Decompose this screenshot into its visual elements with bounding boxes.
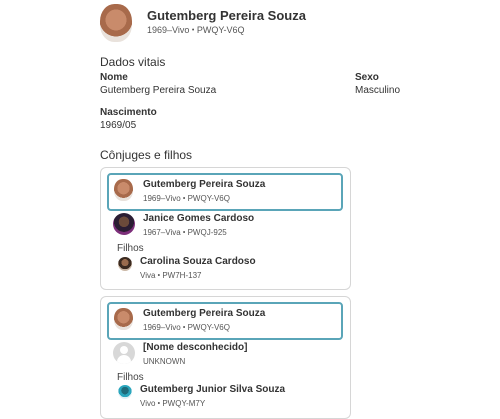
child-name[interactable]: Gutemberg Junior Silva Souza [140,384,286,395]
child-meta [140,271,201,280]
child-meta [140,399,205,408]
spouse-name[interactable]: [Nome desconhecido] [143,342,248,353]
spouse-id[interactable]: PWQJ-925 [187,228,227,237]
spouse-name[interactable]: Janice Gomes Cardoso [143,213,255,224]
principal-meta [143,194,230,203]
child-sep: • [157,272,161,280]
spouse-photo-icon [113,213,135,235]
children-label: Filhos [117,243,144,254]
header-years: 1969–Vivo [147,25,190,35]
header-meta [147,25,245,35]
children-label: Filhos [117,372,144,383]
principal-id[interactable]: PWQY-V6Q [187,323,230,332]
spouse-years: UNKNOWN [143,357,186,366]
principal-name[interactable]: Gutemberg Pereira Souza [143,179,266,190]
child-id[interactable]: PW7H-137 [162,271,202,280]
vitals-sex-value: Masculino [355,85,401,96]
person-photo-icon [114,179,133,201]
principal-years: 1969–Vivo [143,194,181,203]
principal-years: 1969–Vivo [143,323,181,332]
person-photo-icon [100,4,132,42]
header-sep: • [191,27,195,35]
child-photo-icon [118,257,132,271]
child-years: Viva [140,271,156,280]
principal-name[interactable]: Gutemberg Pereira Souza [143,308,266,319]
vitals-section-title: Dados vitais [100,55,166,69]
unknown-person-icon [113,342,135,364]
child-sep: • [157,400,161,408]
vitals-birth-label: Nascimento [100,107,157,118]
principal-meta [143,323,230,332]
principal-sep: • [182,195,186,203]
page-title: Gutemberg Pereira Souza [147,8,306,23]
vitals-birth-value: 1969/05 [100,120,137,131]
spouse-sep: • [182,229,186,237]
child-photo-icon [118,385,132,399]
child-name[interactable]: Carolina Souza Cardoso [140,256,256,267]
families-section-title: Cônjuges e filhos [100,148,193,162]
spouse-meta [143,357,185,366]
principal-sep: • [182,324,186,332]
header-id[interactable]: PWQY-V6Q [196,25,245,35]
person-photo-icon [114,308,133,330]
spouse-years: 1967–Viva [143,228,181,237]
child-years: Vivo [140,399,156,408]
child-id[interactable]: PWQY-M7Y [162,399,206,408]
spouse-meta [143,228,227,237]
principal-id[interactable]: PWQY-V6Q [187,194,230,203]
vitals-name-label: Nome [100,72,128,83]
vitals-name-value: Gutemberg Pereira Souza [100,85,217,96]
vitals-sex-label: Sexo [355,72,379,83]
